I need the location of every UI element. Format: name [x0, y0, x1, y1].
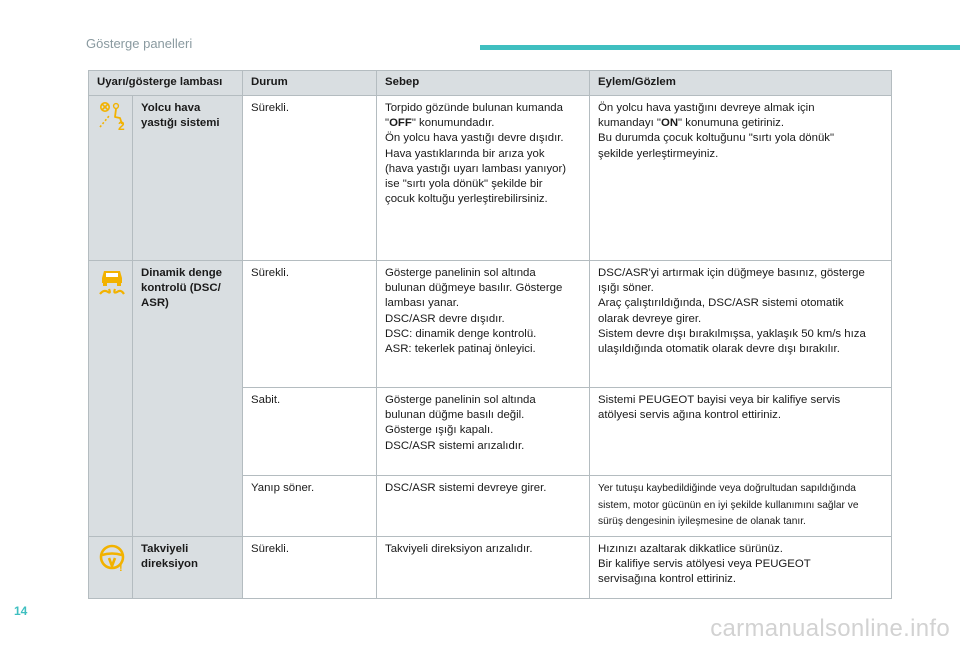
column-header-lamp: Uyarı/gösterge lambası: [89, 71, 243, 96]
cause-line: lambası yanar.: [385, 297, 460, 310]
action-cell: [590, 536, 892, 598]
status-cell: Sürekli.: [243, 96, 377, 261]
action-line: Ön yolcu hava yastığını devreye almak için: [598, 102, 815, 114]
lamp-name-cell: Takviyeli direksiyon: [133, 536, 243, 598]
column-header-status: Durum: [243, 71, 377, 96]
action-cell: [590, 261, 892, 388]
dsc-skid-car-icon: [97, 287, 127, 299]
cause-line: Ön yolcu hava yastığı devre dışıdır.: [385, 132, 564, 145]
action-line: şekilde yerleştirmeyiniz.: [598, 147, 719, 160]
cause-line: bulunan düğmeye basılır. Gösterge: [385, 282, 563, 295]
page-section-title: Gösterge panelleri: [86, 36, 193, 51]
cause-line: ise "sırtı yola dönük" şekilde bir: [385, 178, 543, 191]
cause-cell: [377, 388, 590, 476]
warning-lamp-table: [88, 70, 892, 599]
table-row: [89, 536, 892, 598]
column-header-cause: Sebep: [377, 71, 590, 96]
cause-line: bulunan düğme basılı değil.: [385, 409, 525, 422]
action-cell: [590, 96, 892, 261]
action-line: atölyesi servis ağına kontrol ettiriniz.: [598, 409, 781, 422]
cause-line: Gösterge panelinin sol altında: [385, 394, 536, 406]
table-row: [89, 261, 892, 388]
cause-line: (hava yastığı uyarı lambası yanıyor): [385, 162, 567, 175]
table-header-row: [89, 71, 892, 96]
cause-line: ASR: tekerlek patinaj önleyici.: [385, 343, 536, 356]
cause-line: Gösterge ışığı kapalı.: [385, 424, 494, 437]
action-line: olarak devreye girer.: [598, 312, 702, 325]
cause-line: Hava yastıklarında bir arıza yok: [385, 147, 545, 160]
cause-line: DSC: dinamik denge kontrolü.: [385, 327, 537, 340]
power-steering-wheel-icon: [97, 563, 127, 575]
cause-line: DSC/ASR devre dışıdır.: [385, 312, 505, 325]
action-cell: [590, 476, 892, 537]
table-row: [89, 96, 892, 261]
action-line: sistem, motor gücünün en iyi şekilde kullanımını sağlar ve: [598, 499, 859, 511]
cause-cell: [377, 96, 590, 261]
lamp-name-cell: Yolcu hava yastığı sistemi: [133, 96, 243, 261]
cause-line: Takviyeli direksiyon arızalıdır.: [385, 542, 533, 555]
cause-line: Gösterge panelinin sol altında: [385, 267, 536, 279]
action-cell: [590, 388, 892, 476]
action-line: Yer tutuşu kaybedildiğinde veya doğrultudan sapıldığında: [598, 483, 856, 494]
action-line: ışığı söner.: [598, 282, 654, 295]
status-cell: Yanıp söner.: [243, 476, 377, 537]
action-line: Bu durumda çocuk koltuğunu "sırtı yola dönük": [598, 132, 835, 145]
status-cell: Sürekli.: [243, 261, 377, 388]
lamp-icon-cell: [89, 96, 133, 261]
status-cell: Sürekli.: [243, 536, 377, 598]
lamp-name-cell: Dinamik denge kontrolü (DSC/ ASR): [133, 261, 243, 537]
svg-text:!: !: [119, 561, 123, 572]
svg-text:2: 2: [118, 119, 125, 131]
cause-cell: [377, 476, 590, 537]
column-header-action: Eylem/Gözlem: [590, 71, 892, 96]
action-line: ulaşıldığında otomatik olarak devre dışı bırakılır.: [598, 343, 840, 356]
header-accent-bar: [480, 45, 960, 50]
cause-line: DSC/ASR sistemi devreye girer.: [385, 482, 547, 494]
cause-cell: [377, 261, 590, 388]
lamp-icon-cell: [89, 536, 133, 598]
cause-cell: [377, 536, 590, 598]
watermark: carmanualsonline.info: [710, 615, 950, 642]
action-line: Sistemi PEUGEOT bayisi veya bir kalifiye servis: [598, 394, 841, 406]
action-line: servisağına kontrol ettiriniz.: [598, 572, 737, 585]
page-number: 14: [14, 604, 28, 618]
cause-line: DSC/ASR sistemi arızalıdır.: [385, 439, 525, 452]
action-line: Hızınızı azaltarak dikkatlice sürünüz.: [598, 542, 783, 555]
action-line: DSC/ASR'yi artırmak için düğmeye basınız, gösterge: [598, 267, 865, 279]
action-line: kumandayı "ON" konumuna getiriniz.: [598, 117, 785, 130]
cause-line: Torpido gözünde bulunan kumanda: [385, 102, 563, 114]
status-cell: Sabit.: [243, 388, 377, 476]
cause-line: "OFF" konumundadır.: [385, 117, 495, 130]
cause-line: çocuk koltuğu yerleştirebilirsiniz.: [385, 193, 548, 206]
action-line: Araç çalıştırıldığında, DSC/ASR sistemi otomatik: [598, 297, 844, 310]
action-line: sürüş dengesinin iyileşmesine de olanak tanır.: [598, 516, 806, 527]
lamp-icon-cell: [89, 261, 133, 537]
action-line: Bir kalifiye servis atölyesi veya PEUGEOT: [598, 557, 811, 570]
action-line: Sistem devre dışı bırakılmışsa, yaklaşık 50 km/s hıza: [598, 327, 866, 340]
passenger-airbag-off-icon: [97, 119, 127, 134]
